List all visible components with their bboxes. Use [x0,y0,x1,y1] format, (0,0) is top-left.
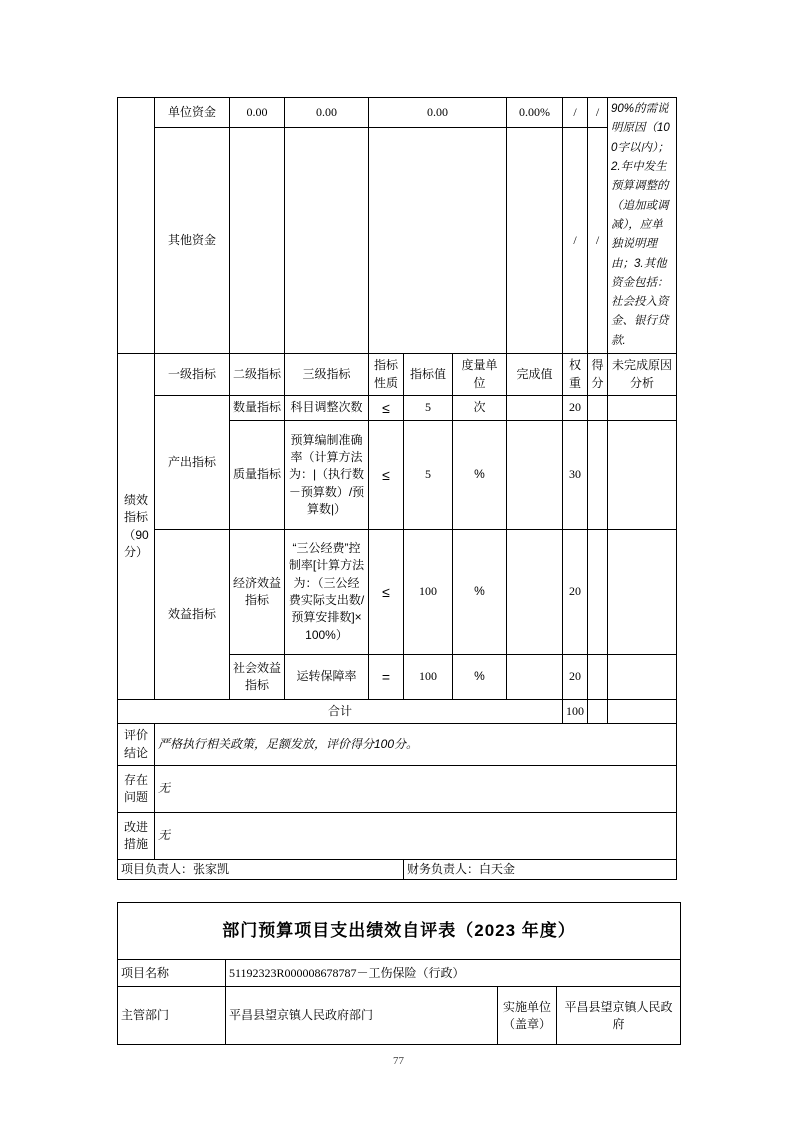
problems-label: 存在问题 [118,766,155,813]
indicator-name: 预算编制准确率（计算方法为：|（执行数－预算数）/预算数|） [285,421,369,530]
other-funds-row [118,127,677,353]
indicator-value: 100 [404,530,453,655]
unit-funds-value-3: 0.00 [369,98,507,128]
next-evaluation-table [117,902,681,1045]
project-name-row [118,960,681,987]
conclusion-label: 评价结论 [118,724,155,766]
empty-cell [507,127,563,353]
table2-title: 部门预算项目支出绩效自评表（2023 年度） [118,903,681,960]
indicator-unit: % [453,530,507,655]
problems-text: 无 [155,766,677,813]
header-level2: 二级指标 [230,354,285,396]
other-funds-score-slash: / [588,127,608,353]
header-value: 指标值 [404,354,453,396]
performance-side-label: 绩效指标（90分） [118,354,155,700]
empty-cell [588,421,608,530]
funding-side-cell [118,98,155,354]
header-reason: 未完成原因分析 [608,354,677,396]
level2-economic: 经济效益指标 [230,530,285,655]
project-manager: 项目负责人：张家凯 [118,860,404,880]
improvements-row [118,813,677,860]
department-label: 主管部门 [118,987,226,1045]
implementing-unit-value: 平昌县望京镇人民政府 [557,987,681,1045]
level2-quantity: 数量指标 [230,396,285,421]
indicator-header-row [118,354,677,396]
level1-benefit: 效益指标 [155,530,230,700]
indicator-unit: 次 [453,396,507,421]
indicator-nature: ≤ [369,396,404,421]
empty-cell [588,655,608,700]
header-nature: 指标性质 [369,354,404,396]
empty-cell [608,530,677,655]
funding-note-cell: 90%的需说明原因（100字以内）；2.年中发生预算调整的（追加或调减），应单独说明理由；3.其他资金包括：社会投入资金、银行贷款. [608,98,677,354]
unit-funds-weight-slash: / [563,98,588,128]
indicator-weight: 20 [563,530,588,655]
empty-cell [507,396,563,421]
unit-funds-value-1: 0.00 [230,98,285,128]
signers-row [118,860,677,880]
project-name-value: 51192323R000008678787－工伤保险（行政） [226,960,681,987]
empty-cell [608,421,677,530]
header-level1: 一级指标 [155,354,230,396]
empty-cell [507,655,563,700]
conclusion-row [118,724,677,766]
implementing-unit-label: 实施单位（盖章） [498,987,557,1045]
budget-performance-table [117,97,677,880]
indicator-unit: % [453,421,507,530]
improvements-text: 无 [155,813,677,860]
indicator-weight: 20 [563,396,588,421]
other-funds-label: 其他资金 [155,127,230,353]
other-funds-weight-slash: / [563,127,588,353]
indicator-row-economic [118,530,677,655]
total-weight: 100 [563,700,588,724]
level2-social: 社会效益指标 [230,655,285,700]
header-level3: 三级指标 [285,354,369,396]
unit-funds-percent: 0.00% [507,98,563,128]
unit-funds-score-slash: / [588,98,608,128]
table2-title-row [118,903,681,960]
page-content [117,97,680,1067]
empty-cell [369,127,507,353]
page-number: 77 [393,1055,404,1068]
indicator-unit: % [453,655,507,700]
empty-cell [507,421,563,530]
indicator-nature: ≤ [369,421,404,530]
empty-cell [608,396,677,421]
finance-manager: 财务负责人：白天金 [404,860,677,880]
indicator-row-quantity [118,396,677,421]
conclusion-text: 严格执行相关政策，足额发放，评价得分100分。 [155,724,677,766]
level1-output: 产出指标 [155,396,230,530]
indicator-weight: 20 [563,655,588,700]
unit-funds-row [118,98,677,128]
indicator-weight: 30 [563,421,588,530]
header-score: 得分 [588,354,608,396]
improvements-label: 改进措施 [118,813,155,860]
empty-cell [588,530,608,655]
empty-cell [230,127,285,353]
empty-cell [588,700,608,724]
header-done: 完成值 [507,354,563,396]
department-value: 平昌县望京镇人民政府部门 [226,987,498,1045]
indicator-nature: = [369,655,404,700]
total-row [118,700,677,724]
indicator-name: “三公经费”控制率[计算方法为：（三公经费实际支出数/预算安排数]×100%） [285,530,369,655]
empty-cell [608,700,677,724]
indicator-name: 运转保障率 [285,655,369,700]
indicator-value: 5 [404,396,453,421]
total-label: 合计 [118,700,563,724]
problems-row [118,766,677,813]
indicator-nature: ≤ [369,530,404,655]
empty-cell [285,127,369,353]
project-name-label: 项目名称 [118,960,226,987]
level2-quality: 质量指标 [230,421,285,530]
indicator-value: 5 [404,421,453,530]
department-row [118,987,681,1045]
unit-funds-label: 单位资金 [155,98,230,128]
empty-cell [507,530,563,655]
header-weight: 权重 [563,354,588,396]
empty-cell [588,396,608,421]
empty-cell [608,655,677,700]
header-unit: 度量单位 [453,354,507,396]
unit-funds-value-2: 0.00 [285,98,369,128]
indicator-name: 科目调整次数 [285,396,369,421]
indicator-value: 100 [404,655,453,700]
